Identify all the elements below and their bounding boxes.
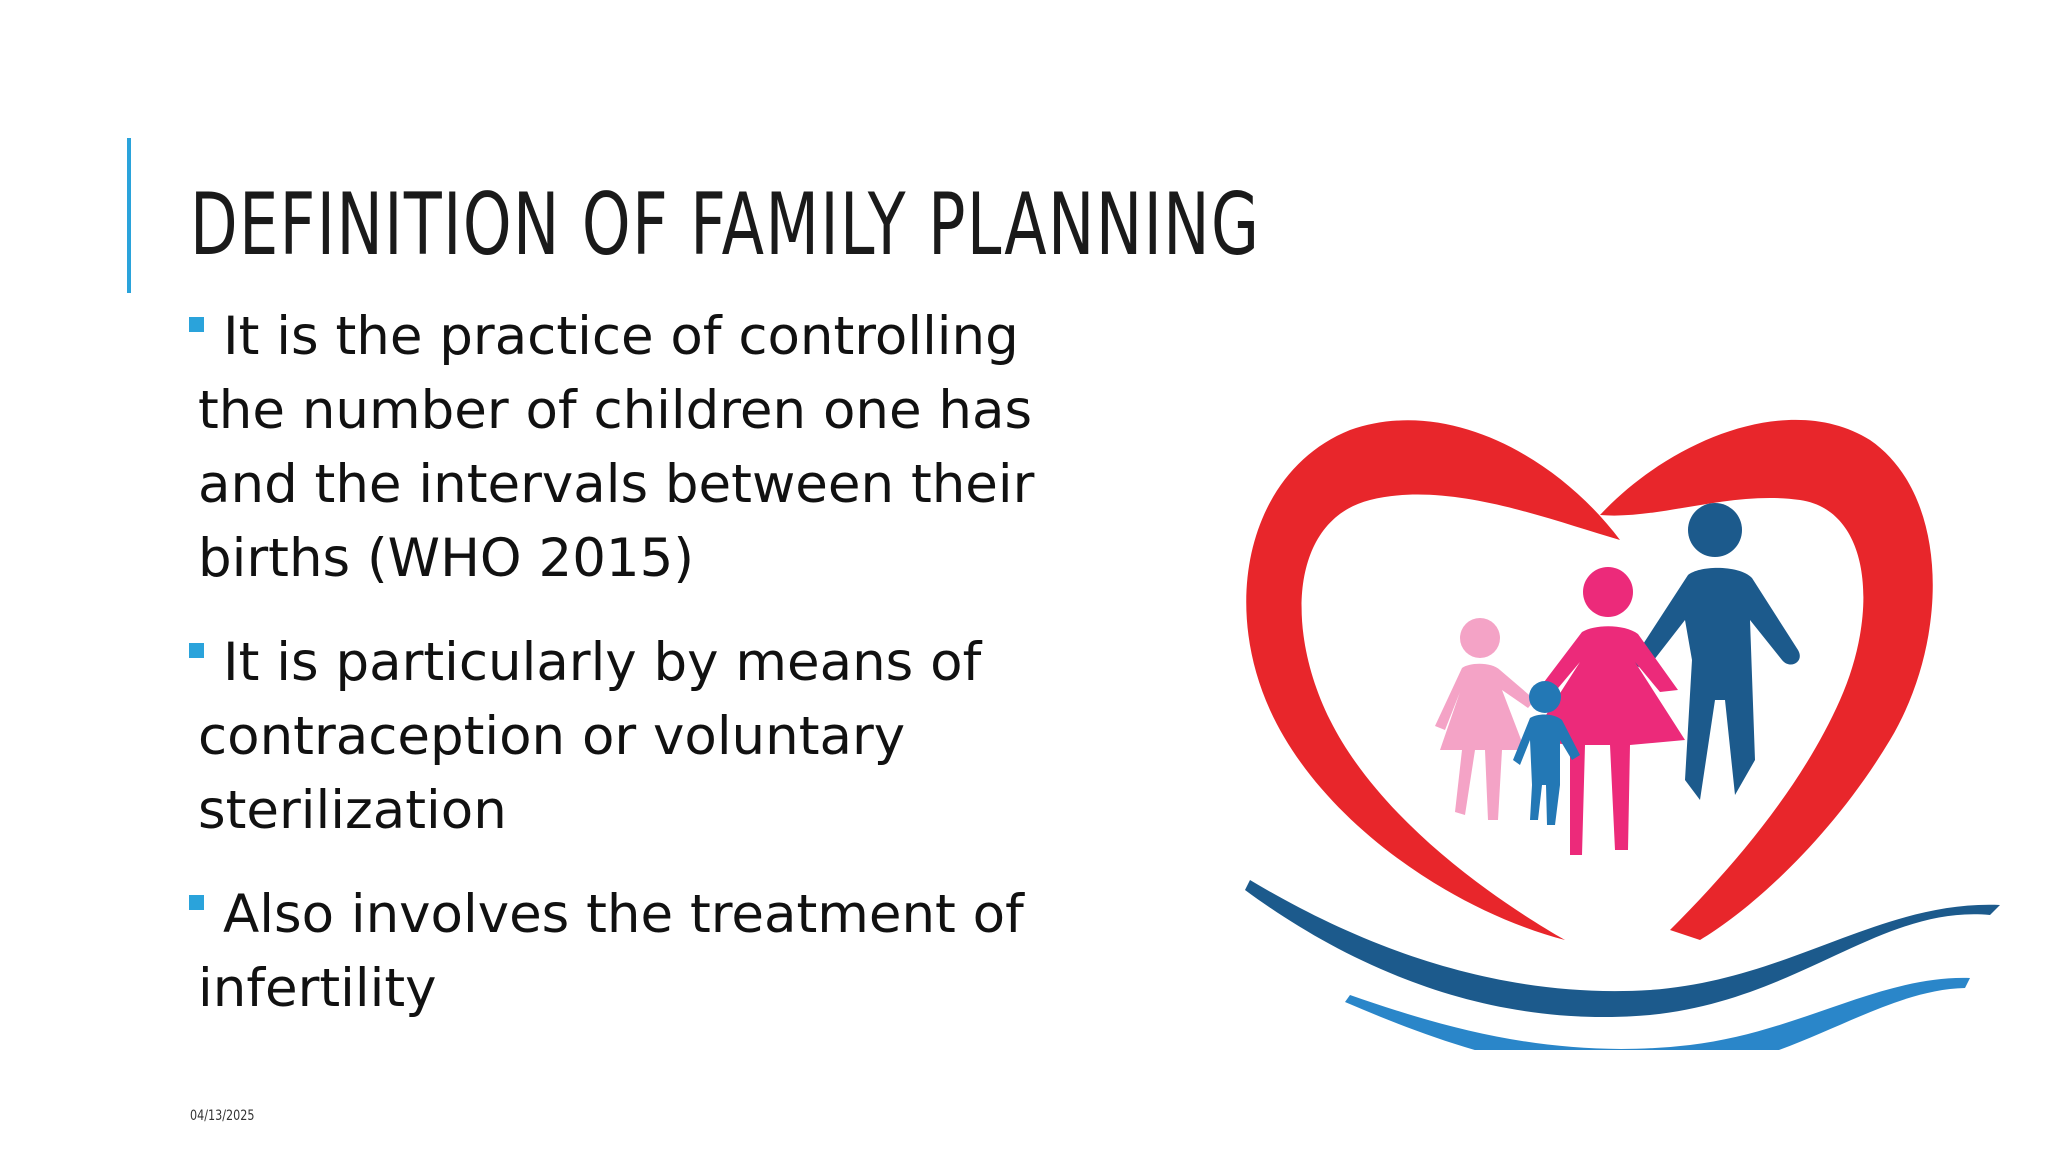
- title-accent-bar: [127, 138, 131, 293]
- slide-title: DEFINITION OF FAMILY PLANNING: [190, 175, 1261, 275]
- bullet-text: It is the practice of controlling the number of children one has and the intervals between their births (WHO 2015): [198, 306, 1035, 589]
- bullet-text: Also involves the treatment of infertility: [198, 884, 1024, 1019]
- bullet-item: [188, 626, 1068, 848]
- square-bullet-icon: [189, 895, 204, 910]
- bullet-item: [188, 300, 1068, 596]
- bullet-list: [188, 300, 1068, 1056]
- heart-right-lobe: [1600, 420, 1933, 940]
- slide-date: 04/13/2025: [190, 1108, 255, 1124]
- girl-figure: [1435, 618, 1535, 820]
- family-heart-logo-icon: [1230, 400, 2010, 1050]
- square-bullet-icon: [189, 317, 204, 332]
- father-figure: [1634, 503, 1799, 800]
- bullet-item: [188, 878, 1068, 1026]
- bullet-text: It is particularly by means of contraception or voluntary sterilization: [198, 632, 982, 841]
- square-bullet-icon: [189, 643, 204, 658]
